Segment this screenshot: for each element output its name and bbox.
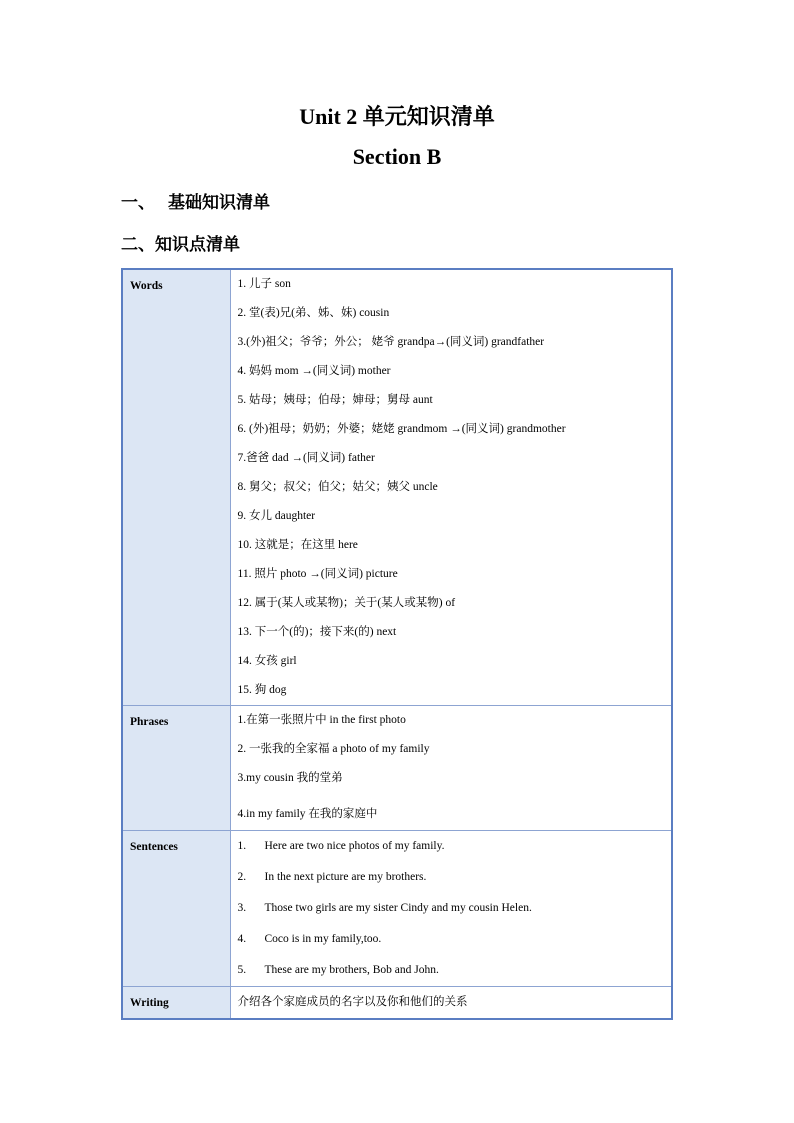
list-item: 1. 儿子 son [237, 278, 291, 290]
list-item: 11. 照片 photo →(同义词) picture [237, 568, 398, 580]
page-subtitle: Section B [352, 144, 442, 169]
section-heading-basic-knowledge [121, 188, 270, 213]
table-row-sentences [122, 831, 672, 987]
item-number: 4. [237, 933, 247, 945]
list-item [238, 831, 672, 862]
writing-text: 介绍各个家庭成员的名字以及你和他们的关系 [237, 996, 468, 1008]
heading-text: 基础知识清单 [168, 193, 270, 213]
list-item: 5. 姑母；姨母；伯母；婶母；舅母 aunt [237, 394, 433, 406]
list-item: 2. 一张我的全家福 a photo of my family [237, 743, 430, 755]
item-number: 2. [237, 871, 247, 883]
sentences-cell [230, 831, 672, 987]
list-item: 12. 属于(某人或某物)；关于(某人或某物) of [237, 597, 456, 609]
heading-number: 一、 [121, 193, 155, 213]
phrases-cell [230, 706, 672, 831]
item-number: 5. [237, 964, 247, 976]
page-title: Unit 2 单元知识清单 [299, 104, 495, 129]
heading-text: 知识点清单 [155, 235, 240, 255]
table-row-writing [122, 987, 672, 1020]
list-item: 9. 女儿 daughter [237, 510, 316, 522]
table-row-phrases [122, 706, 672, 831]
list-item: 2. 堂(表)兄(弟、姊、妹) cousin [237, 307, 390, 319]
item-number: 3. [237, 902, 247, 914]
knowledge-table [121, 268, 673, 1020]
item-number: 1. [237, 840, 247, 852]
category-words: Words [122, 269, 230, 706]
list-item [238, 893, 672, 924]
list-item: 3.my cousin 我的堂弟 [237, 772, 343, 784]
category-writing: Writing [122, 987, 230, 1020]
category-phrases: Phrases [122, 706, 230, 831]
category-sentences: Sentences [122, 831, 230, 987]
list-item: 3.(外)祖父；爷爷；外公； 姥爷 grandpa→(同义词) grandfather [237, 336, 545, 348]
list-item [238, 924, 672, 955]
list-item: 14. 女孩 girl [237, 655, 297, 667]
list-item: 13. 下一个(的)；接下来(的) next [237, 626, 397, 638]
heading-number: 二、 [121, 235, 155, 255]
list-item [238, 955, 672, 986]
list-item: 15. 狗 dog [237, 684, 287, 696]
list-item: 8. 舅父；叔父；伯父；姑父；姨父 uncle [237, 481, 438, 493]
sentence-text: These are my brothers, Bob and John. [264, 964, 439, 976]
sentence-text: In the next picture are my brothers. [264, 871, 427, 883]
list-item [238, 862, 672, 893]
sentence-text: Here are two nice photos of my family. [264, 840, 445, 852]
sentence-text: Those two girls are my sister Cindy and my cousin Helen. [264, 902, 532, 914]
list-item: 10. 这就是；在这里 here [237, 539, 358, 551]
list-item: 6. (外)祖母；奶奶；外婆；姥姥 grandmom →(同义词) grandmother [237, 423, 566, 435]
writing-cell [230, 987, 672, 1020]
list-item: 1.在第一张照片中 in the first photo [237, 714, 406, 726]
list-item: 4. 妈妈 mom →(同义词) mother [237, 365, 391, 377]
table-row-words [122, 269, 672, 706]
sentence-text: Coco is in my family,too. [264, 933, 382, 945]
list-item: 4.in my family 在我的家庭中 [237, 808, 378, 820]
words-cell [230, 269, 672, 706]
list-item: 7.爸爸 dad →(同义词) father [237, 452, 375, 464]
section-heading-knowledge-points [121, 230, 240, 255]
